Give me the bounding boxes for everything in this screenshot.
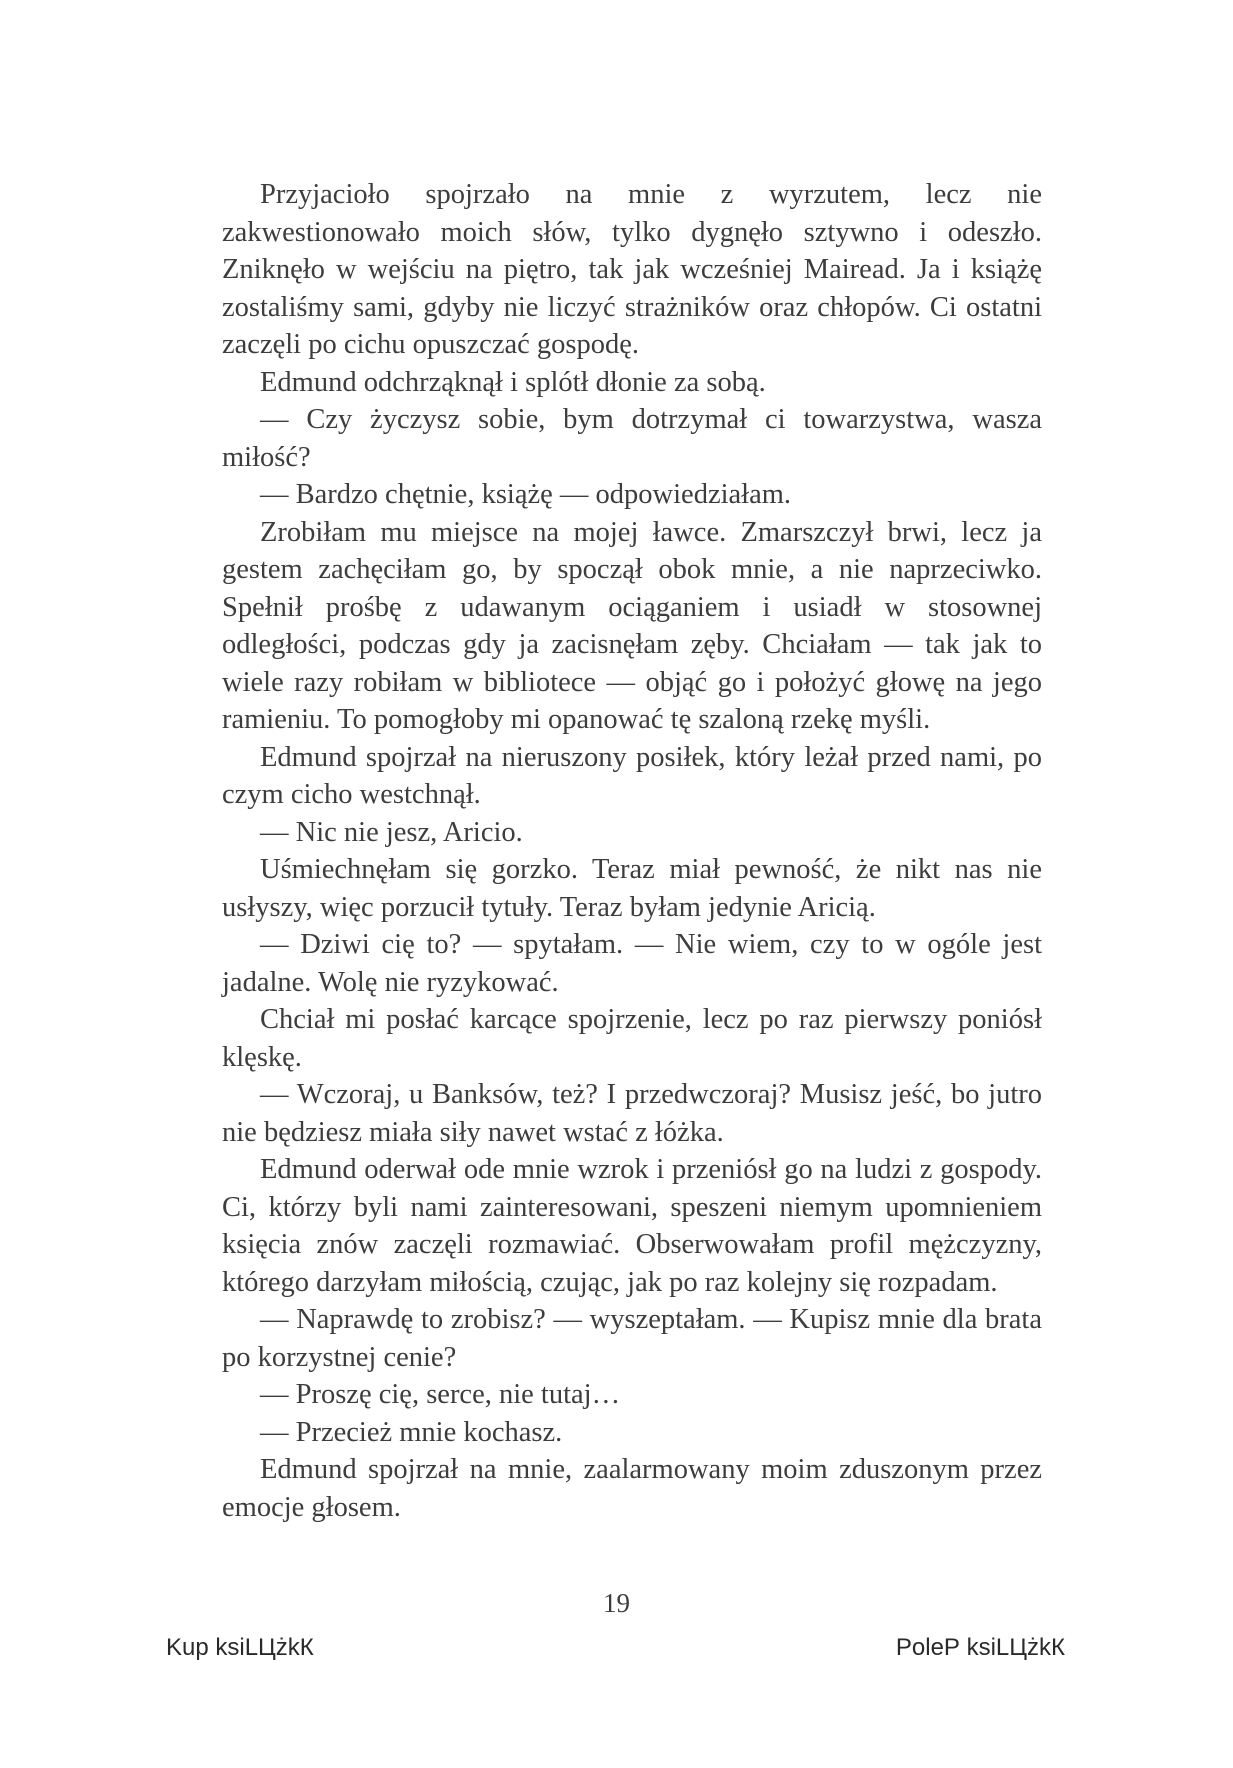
paragraph: Edmund odchrząknął i splótł dłonie za sobą. [260, 366, 766, 398]
paragraph: Chciał mi posłać karcące spojrzenie, lecz po raz pierwszy poniósł klęskę. [222, 1004, 1042, 1073]
paragraph: Uśmiechnęłam się gorzko. Teraz miał pewność, że nikt nas nie usłyszy, więc porzucił tytuły. Teraz byłam jedynie Aricią. [222, 854, 1042, 923]
buy-book-link[interactable]: Kup ksiLЦżkК [166, 1634, 314, 1661]
paragraph: — Proszę cię, serce, nie tutaj… [260, 1379, 621, 1410]
book-text [222, 176, 1042, 1526]
paragraph: — Czy życzysz sobie, bym dotrzymał ci towarzystwa, wasza miłość? [222, 404, 1042, 473]
paragraph: Edmund oderwał ode mnie wzrok i przeniósł go na ludzi z gospody. Ci, którzy byli nami zainteresowani, speszeni niemym upomnieniem księcia znów zaczęli rozmawiać. Obserwowałam profil mężczyzny, którego darzyłam miłością, czując, jak po raz kolejny się rozpadam. [222, 1154, 1042, 1298]
paragraph: — Naprawdę to zrobisz? — wyszeptałam. — Kupisz mnie dla brata po korzystnej cenie? [222, 1304, 1042, 1373]
paragraph: Edmund spojrzał na nieruszony posiłek, który leżał przed nami, po czym cicho westchnął. [222, 741, 1042, 810]
paragraph: — Dziwi cię to? — spytałam. — Nie wiem, czy to w ogóle jest jadalne. Wolę nie ryzykować. [222, 929, 1042, 998]
paragraph: — Bardzo chętnie, książę — odpowiedziałam. [260, 479, 792, 510]
recommend-book-link[interactable]: PoleР ksiLЦżkК [895, 1634, 1065, 1661]
page-number: 19 [603, 1588, 630, 1618]
paragraph: — Wczoraj, u Banksów, też? I przedwczoraj? Musisz jeść, bo jutro nie będziesz miała siły nawet wstać z łóżka. [222, 1079, 1042, 1148]
paragraph: — Nic nie jesz, Aricio. [260, 816, 523, 848]
paragraph: Zrobiłam mu miejsce na mojej ławce. Zmarszczył brwi, lecz ja gestem zachęciłam go, by spoczął obok mnie, a nie naprzeciwko. Spełnił prośbę z udawanym ociąganiem i usiadł w stosownej odległości, podczas gdy ja zacisnęłam zęby. Chciałam — tak jak to wiele razy robiłam w bibliotece — objąć go i położyć głowę na jego ramieniu. To pomogłoby mi opanować tę szaloną rzekę myśli. [222, 516, 1042, 735]
paragraph: Przyjacioło spojrzało na mnie z wyrzutem, lecz nie zakwestionowało moich słów, tylko dygnęło sztywno i odeszło. Zniknęło w wejściu na piętro, tak jak wcześniej Mairead. Ja i książę zostaliśmy sami, gdyby nie liczyć strażników oraz chłopów. Ci ostatni zaczęli po cichu opuszczać gospodę. [222, 179, 1042, 360]
paragraph: — Przecież mnie kochasz. [260, 1416, 563, 1448]
paragraph: Edmund spojrzał na mnie, zaalarmowany moim zduszonym przez emocje głosem. [222, 1454, 1042, 1523]
